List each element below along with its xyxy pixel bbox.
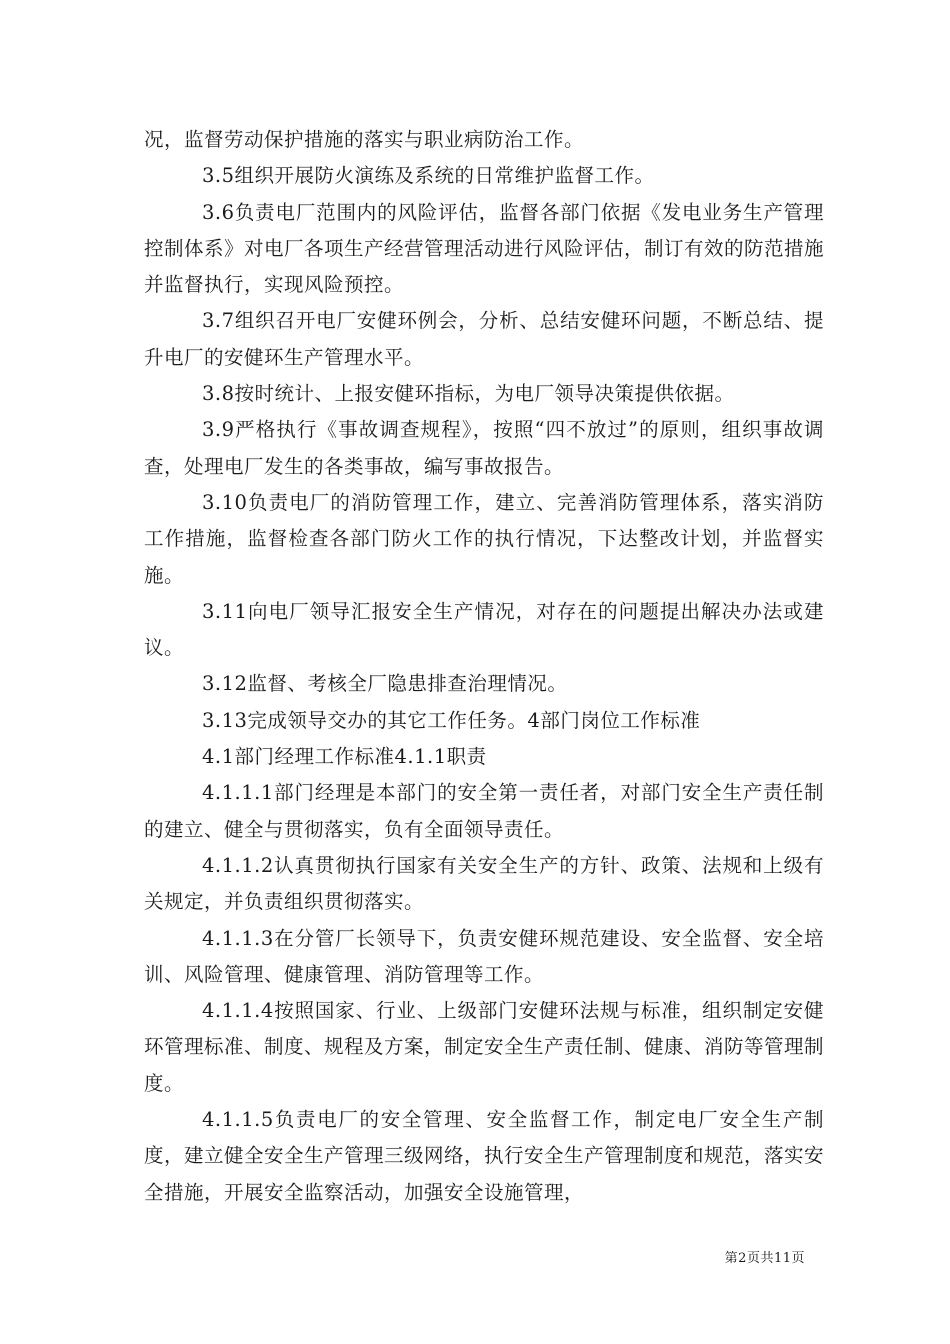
paragraph-3-6: 3.6负责电厂范围内的风险评估，监督各部门依据《发电业务生产管理控制体系》对电厂各项生产经营管理活动进行风险评估，制订有效的防范措施并监督执行，实现风险预控。	[144, 200, 825, 297]
paragraph-3-12: 3.12监督、考核全厂隐患排查治理情况。	[202, 672, 568, 696]
paragraph-3-5: 3.5组织开展防火演练及系统的日常维护监督工作。	[202, 164, 655, 188]
paragraph-3-11: 3.11向电厂领导汇报安全生产情况，对存在的问题提出解决办法或建议。	[144, 599, 824, 660]
paragraph-4-1-1-1: 4.1.1.1部门经理是本部门的安全第一责任者，对部门安全生产责任制的建立、健全与贯彻落实，负有全面领导责任。	[144, 781, 824, 841]
paragraph-3-13: 3.13完成领导交办的其它工作任务。4部门岗位工作标准	[202, 708, 701, 732]
paragraph-3-9: 3.9严格执行《事故调查规程》，按照“四不放过”的原则，组织事故调查，处理电厂发生的各类事故，编写事故报告。	[144, 418, 824, 478]
paragraph-4-1-1-3: 4.1.1.3在分管厂长领导下，负责安健环规范建设、安全监督、安全培训、风险管理、健康管理、消防管理等工作。	[144, 926, 824, 986]
paragraph-continuation: 况，监督劳动保护措施的落实与职业病防治工作。	[144, 128, 585, 151]
paragraph-3-7: 3.7组织召开电厂安健环例会，分析、总结安健环问题，不断总结、提升电厂的安健环生产管理水平。	[144, 309, 824, 369]
paragraph-4-1-1-5: 4.1.1.5负责电厂的安全管理、安全监督工作，制定电厂安全生产制度，建立健全安全生产管理三级网络，执行安全生产管理制度和规范，落实安全措施，开展安全监察活动，加强安全设施管理，	[144, 1108, 825, 1204]
paragraph-4-1: 4.1部门经理工作标准4.1.1职责	[202, 745, 487, 769]
page-number-footer: 第2页共11页	[724, 1251, 805, 1266]
paragraph-3-10: 3.10负责电厂的消防管理工作，建立、完善消防管理体系，落实消防工作措施，监督检查各部门防火工作的执行情况，下达整改计划，并监督实施。	[144, 490, 824, 587]
paragraph-4-1-1-2: 4.1.1.2认真贯彻执行国家有关安全生产的方针、政策、法规和上级有关规定，并负责组织贯彻落实。	[144, 853, 824, 914]
paragraph-3-8: 3.8按时统计、上报安健环指标，为电厂领导决策提供依据。	[202, 382, 735, 406]
document-body	[144, 122, 824, 1211]
paragraph-4-1-1-4: 4.1.1.4按照国家、行业、上级部门安健环法规与标准，组织制定安健环管理标准、制度、规程及方案，制定安全生产责任制、健康、消防等管理制度。	[144, 999, 825, 1095]
